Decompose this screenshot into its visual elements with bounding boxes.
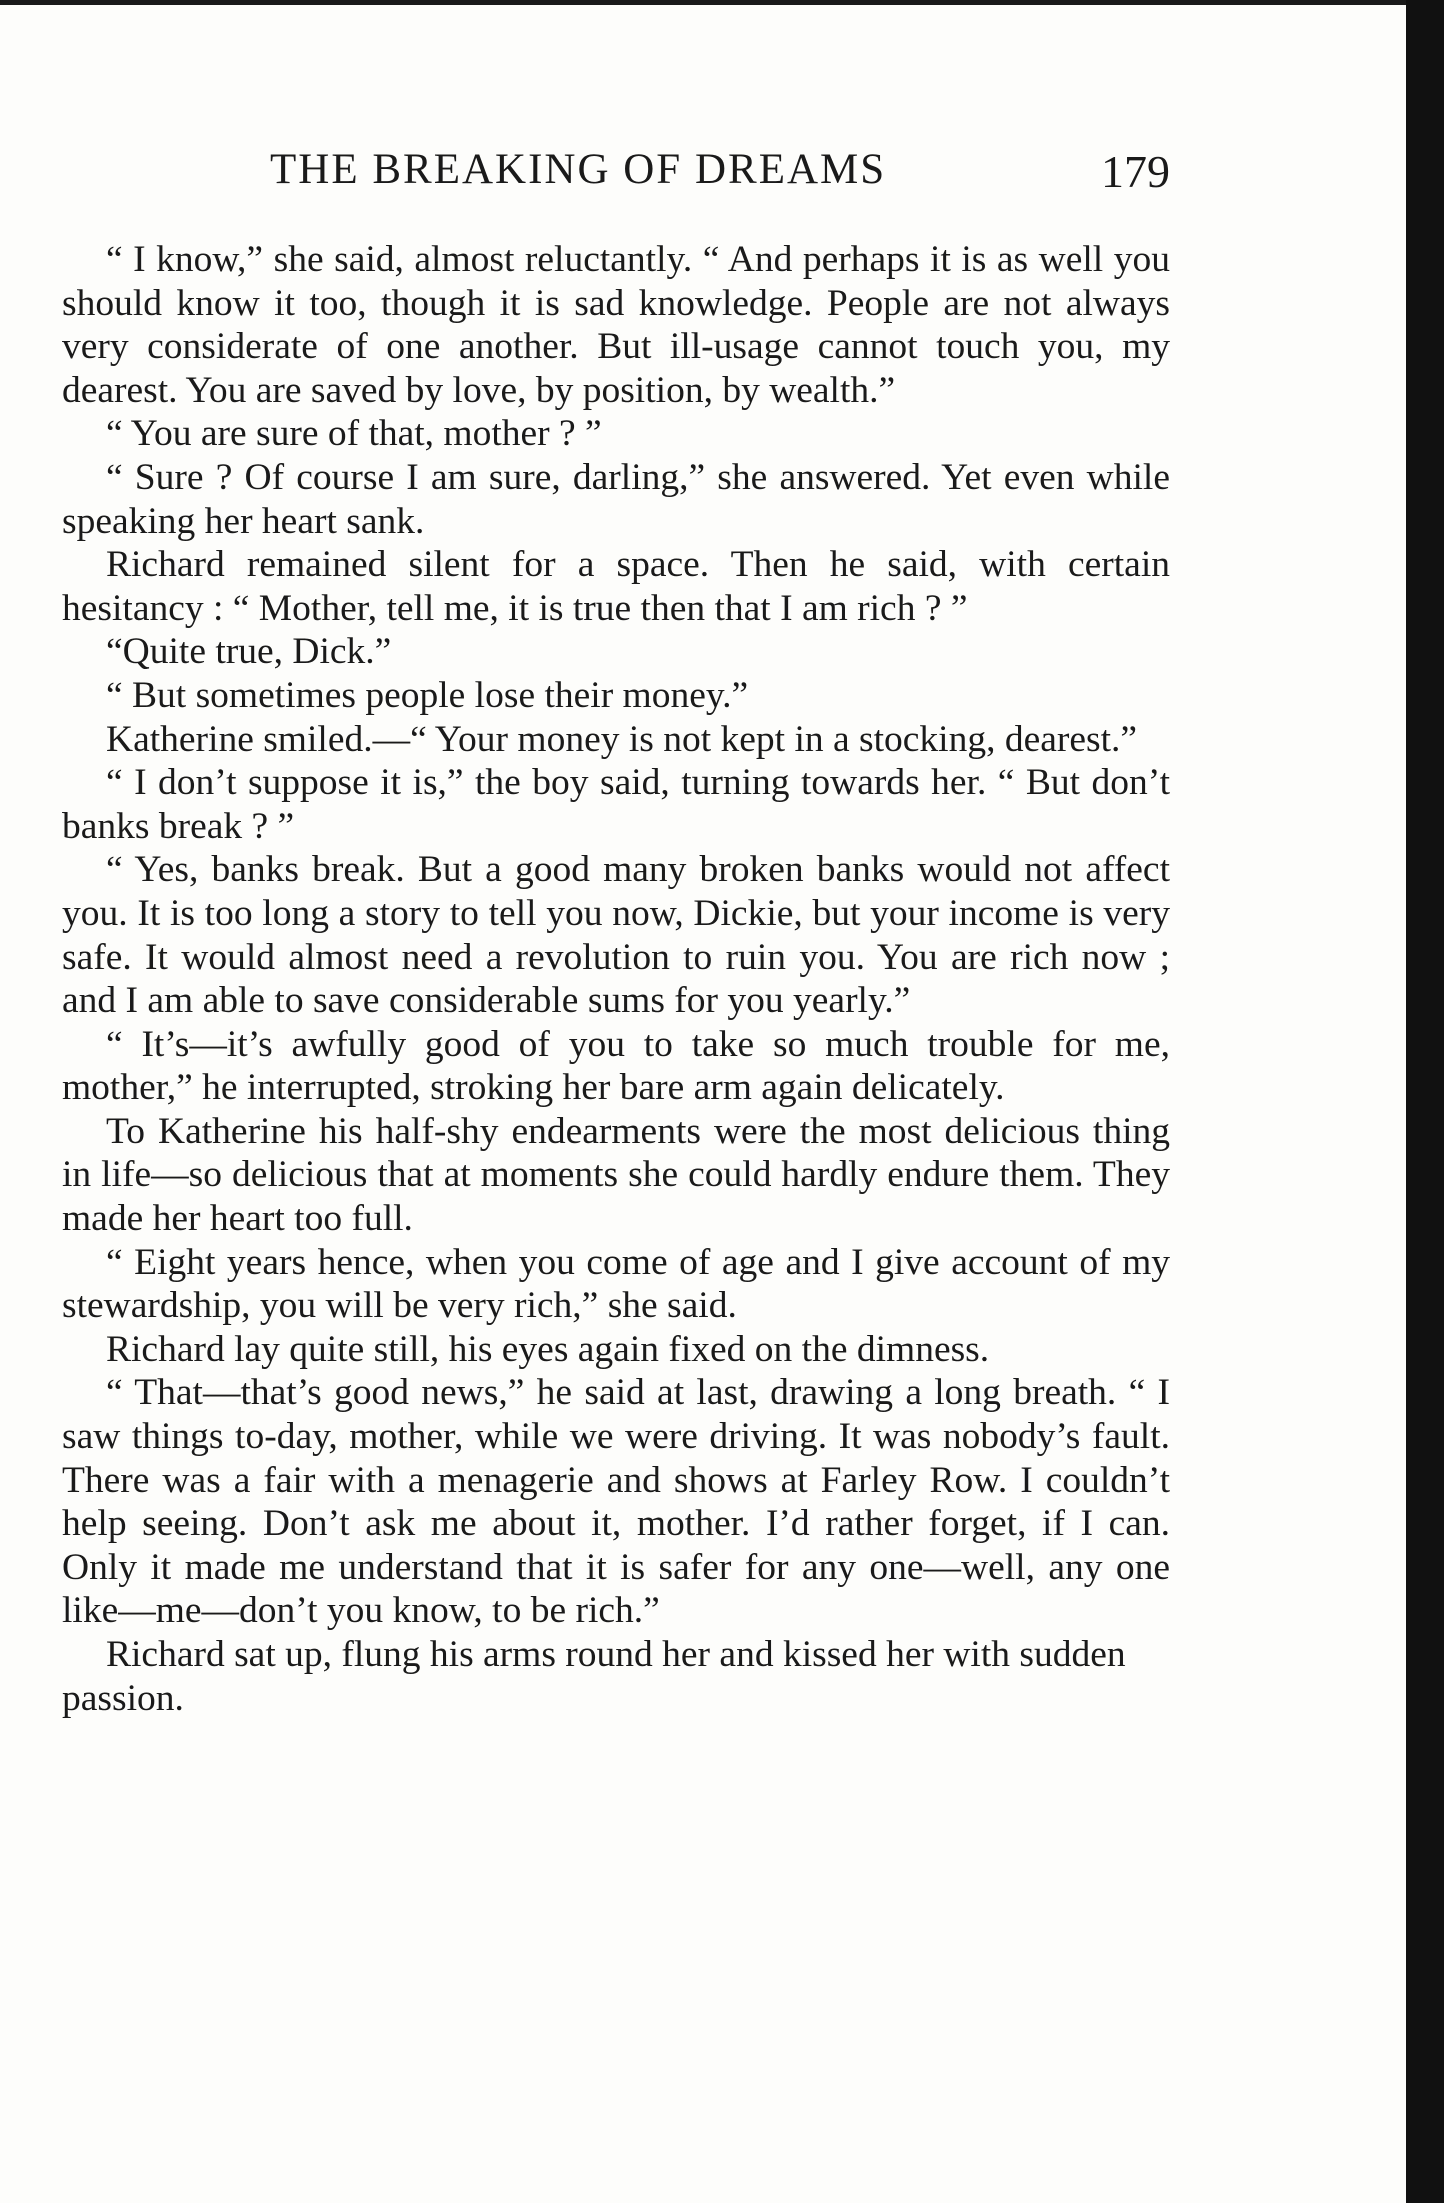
paragraph: “ You are sure of that, mother ? ” bbox=[106, 413, 602, 455]
running-title: THE BREAKING OF DREAMS bbox=[270, 146, 887, 193]
paragraph: “ Yes, banks break. But a good many broken banks would not affect you. It is too long a story to tell you now, Dickie, but your income is very safe. It would almost need a revolution to ruin you. You are rich now ; and I am able to save considerable sums for you yearly.” bbox=[62, 849, 1170, 1022]
paragraph: Richard lay quite still, his eyes again fixed on the dimness. bbox=[106, 1328, 990, 1370]
page-header bbox=[62, 140, 1170, 210]
paragraph: “ That—that’s good news,” he said at last, drawing a long breath. “ I saw things to-day, mother, while we were driving. It was nobody’s fault. There was a fair with a menagerie and shows at Farley Row. I couldn’t help seeing. Don’t ask me about it, mother. I’d rather forget, if I can. Only it made me understand that it is safer for any one—well, any one like—me—don’t you know, to be rich.” bbox=[62, 1372, 1170, 1632]
page-number: 179 bbox=[1101, 146, 1170, 197]
paragraph: Katherine smiled.—“ Your money is not kept in a stocking, dearest.” bbox=[106, 718, 1138, 760]
paragraph: “ Eight years hence, when you come of age and I give account of my stewardship, you will be very rich,” she said. bbox=[62, 1241, 1170, 1327]
paragraph: Richard remained silent for a space. Then he said, with certain hesitancy : “ Mother, tell me, it is true then that I am rich ? ” bbox=[62, 544, 1170, 629]
top-page-edge bbox=[0, 0, 1410, 5]
paragraph: “ It’s—it’s awfully good of you to take so much trouble for me, mother,” he interrupted, stroking her bare arm again delicately. bbox=[62, 1023, 1170, 1109]
paragraph: “ Sure ? Of course I am sure, darling,” she answered. Yet even while speaking her heart sank. bbox=[62, 456, 1170, 542]
paragraph: “ I don’t suppose it is,” the boy said, turning towards her. “ But don’t banks break ? ” bbox=[62, 762, 1170, 847]
body-text bbox=[62, 238, 1170, 1720]
right-page-edge bbox=[1406, 0, 1444, 2203]
paragraph: Richard sat up, flung his arms round her and kissed her with sudden passion. bbox=[62, 1634, 1126, 1719]
paragraph: “ I know,” she said, almost reluctantly. “ And perhaps it is as well you should know it too, though it is sad knowledge. People are not always very considerate of one another. But ill-usage cannot touch you, my dearest. You are saved by love, by position, by wealth.” bbox=[62, 239, 1170, 411]
paragraph: “Quite true, Dick.” bbox=[106, 631, 392, 673]
paragraph: To Katherine his half-shy endearments were the most delicious thing in life—so delicious that at moments she could hardly endure them. They made her heart too full. bbox=[62, 1110, 1170, 1240]
paragraph: “ But sometimes people lose their money.” bbox=[106, 674, 749, 716]
